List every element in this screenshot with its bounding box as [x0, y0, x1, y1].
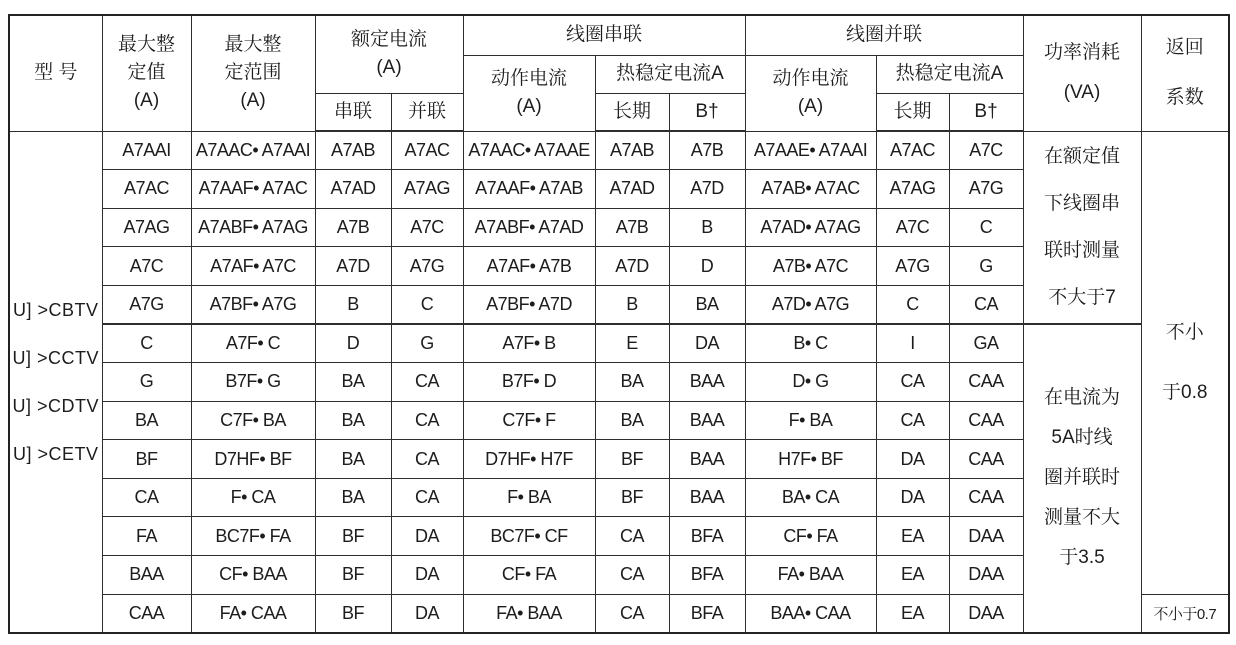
note-line: U] >CETV	[12, 443, 99, 464]
data-cell: F• BA	[745, 401, 876, 440]
data-cell: A7G	[102, 285, 191, 324]
data-cell: BF	[315, 556, 391, 595]
table-row	[9, 324, 1229, 363]
data-cell: A7AB	[315, 131, 391, 170]
data-cell: BAA	[669, 440, 745, 479]
data-cell: CA	[949, 285, 1023, 324]
data-cell: EA	[876, 556, 949, 595]
data-cell: I	[876, 324, 949, 363]
data-cell: FA• BAA	[745, 556, 876, 595]
data-cell: A7BF• A7G	[191, 285, 315, 324]
data-cell: BAA• CAA	[745, 594, 876, 633]
data-cell: DA	[876, 478, 949, 517]
header-coil-parallel: 线圈并联	[745, 15, 1023, 55]
data-cell: GA	[949, 324, 1023, 363]
data-cell: A7AAC• A7AAE	[463, 131, 595, 170]
data-cell: BF	[102, 440, 191, 479]
data-cell: C7F• BA	[191, 401, 315, 440]
header-model: 型 号	[9, 15, 102, 131]
data-cell: BFA	[669, 594, 745, 633]
data-cell: A7B	[315, 208, 391, 247]
data-cell: CA	[595, 556, 669, 595]
data-cell: A7C	[876, 208, 949, 247]
data-cell: A7D	[595, 247, 669, 286]
data-cell: FA• BAA	[463, 594, 595, 633]
data-cell: F• BA	[463, 478, 595, 517]
data-cell: FA	[102, 517, 191, 556]
data-cell: BA	[595, 363, 669, 402]
data-cell: A7D• A7G	[745, 285, 876, 324]
data-cell: A7C	[102, 247, 191, 286]
data-cell: DA	[391, 517, 463, 556]
data-cell: A7BF• A7D	[463, 285, 595, 324]
data-cell: CAA	[102, 594, 191, 633]
data-cell: A7AD	[595, 170, 669, 209]
data-cell: A7AG	[876, 170, 949, 209]
data-cell: DAA	[949, 517, 1023, 556]
data-cell: CA	[595, 594, 669, 633]
header-coil-series: 线圈串联	[463, 15, 745, 55]
data-cell: A7AG	[391, 170, 463, 209]
header-power: 功率消耗 (VA)	[1023, 15, 1141, 131]
data-cell: D	[315, 324, 391, 363]
data-cell: EA	[876, 594, 949, 633]
header-series-bt: B†	[669, 93, 745, 131]
header-series-operate-current: 动作电流 (A)	[463, 55, 595, 131]
note-line: 于3.5	[1059, 547, 1105, 569]
data-cell: BF	[315, 517, 391, 556]
note-line: 测量不大	[1044, 507, 1121, 529]
data-cell: CA	[876, 363, 949, 402]
data-cell: A7C	[949, 131, 1023, 170]
data-cell: B	[669, 208, 745, 247]
data-cell: C7F• F	[463, 401, 595, 440]
data-cell: BFA	[669, 517, 745, 556]
data-cell: F• CA	[191, 478, 315, 517]
data-cell: A7AD	[315, 170, 391, 209]
data-cell: A7F• C	[191, 324, 315, 363]
data-cell: A7AD• A7AG	[745, 208, 876, 247]
data-cell: BF	[595, 440, 669, 479]
table-header	[9, 15, 1229, 131]
data-cell: BA	[315, 478, 391, 517]
data-cell: A7ABF• A7AD	[463, 208, 595, 247]
header-rated-current: 额定电流 (A)	[315, 15, 463, 93]
data-cell: CF• FA	[463, 556, 595, 595]
data-cell: CA	[595, 517, 669, 556]
data-cell: DAA	[949, 594, 1023, 633]
data-cell: A7AC	[876, 131, 949, 170]
header-series-long-term: 长期	[595, 93, 669, 131]
data-cell: B7F• G	[191, 363, 315, 402]
data-cell: A7AAF• A7AB	[463, 170, 595, 209]
data-cell: A7AAC• A7AAI	[191, 131, 315, 170]
header-parallel-bt: B†	[949, 93, 1023, 131]
data-cell: A7AAI	[102, 131, 191, 170]
data-cell: A7AF• A7B	[463, 247, 595, 286]
data-cell: A7AB	[595, 131, 669, 170]
data-cell: BAA	[669, 478, 745, 517]
data-cell: BA	[102, 401, 191, 440]
data-cell: CF• FA	[745, 517, 876, 556]
data-cell: CA	[391, 478, 463, 517]
data-cell: CA	[391, 363, 463, 402]
data-cell: CAA	[949, 478, 1023, 517]
data-cell: A7G	[876, 247, 949, 286]
data-cell: DA	[391, 556, 463, 595]
data-cell: G	[949, 247, 1023, 286]
data-cell: BC7F• CF	[463, 517, 595, 556]
data-cell: BA	[595, 401, 669, 440]
note-line: 于0.8	[1162, 381, 1208, 403]
data-cell: A7AC	[391, 131, 463, 170]
data-cell: A7D	[669, 170, 745, 209]
data-cell: G	[102, 363, 191, 402]
data-cell: EA	[876, 517, 949, 556]
data-cell: BC7F• FA	[191, 517, 315, 556]
data-cell: A7AAF• A7AC	[191, 170, 315, 209]
data-cell: H7F• BF	[745, 440, 876, 479]
data-cell: A7G	[949, 170, 1023, 209]
data-cell: CA	[391, 401, 463, 440]
data-cell: A7AG	[102, 208, 191, 247]
data-cell: CAA	[949, 401, 1023, 440]
note-line: 5A时线	[1051, 427, 1113, 449]
spec-table-body	[9, 131, 1229, 633]
header-series-thermal-current: 热稳定电流A	[595, 55, 745, 93]
data-cell: CAA	[949, 440, 1023, 479]
data-cell: C	[102, 324, 191, 363]
data-cell: BA	[315, 401, 391, 440]
data-cell: FA• CAA	[191, 594, 315, 633]
data-cell: B	[595, 285, 669, 324]
note-line: 不大于7	[1048, 287, 1116, 309]
data-cell: BA• CA	[745, 478, 876, 517]
return-coeff-last: 不小于0.7	[1141, 594, 1229, 633]
header-max-range: 最大整 定范围 (A)	[191, 15, 315, 131]
note-line: U] >CDTV	[12, 395, 99, 416]
note-line: 下线圈串	[1044, 193, 1121, 215]
return-coeff-main	[1141, 131, 1229, 594]
data-cell: A7C	[391, 208, 463, 247]
power-note-parallel	[1023, 324, 1141, 633]
data-cell: D• G	[745, 363, 876, 402]
header-parallel-thermal-current: 热稳定电流A	[876, 55, 1023, 93]
data-cell: B• C	[745, 324, 876, 363]
data-cell: A7AF• A7C	[191, 247, 315, 286]
data-cell: BA	[315, 363, 391, 402]
data-cell: A7F• B	[463, 324, 595, 363]
data-cell: C	[391, 285, 463, 324]
data-cell: B7F• D	[463, 363, 595, 402]
header-series: 串联	[315, 93, 391, 131]
data-cell: A7AC	[102, 170, 191, 209]
data-cell: E	[595, 324, 669, 363]
data-cell: BF	[595, 478, 669, 517]
header-parallel: 并联	[391, 93, 463, 131]
model-cell	[9, 131, 102, 633]
data-cell: CAA	[949, 363, 1023, 402]
data-cell: D7HF• H7F	[463, 440, 595, 479]
power-note-series	[1023, 131, 1141, 324]
data-cell: A7B	[595, 208, 669, 247]
spec-table	[8, 14, 1230, 634]
data-cell: G	[391, 324, 463, 363]
data-cell: BFA	[669, 556, 745, 595]
header-max-setting: 最大整 定值 (A)	[102, 15, 191, 131]
data-cell: D7HF• BF	[191, 440, 315, 479]
data-cell: A7AAE• A7AAI	[745, 131, 876, 170]
data-cell: D	[669, 247, 745, 286]
data-cell: A7B	[669, 131, 745, 170]
data-cell: B	[315, 285, 391, 324]
data-cell: CF• BAA	[191, 556, 315, 595]
data-cell: A7B• A7C	[745, 247, 876, 286]
data-cell: C	[949, 208, 1023, 247]
data-cell: BF	[315, 594, 391, 633]
data-cell: CA	[391, 440, 463, 479]
note-line: U] >CBTV	[12, 299, 99, 320]
data-cell: BA	[669, 285, 745, 324]
data-cell: CA	[102, 478, 191, 517]
data-cell: BA	[315, 440, 391, 479]
header-return-coeff: 返回 系数	[1141, 15, 1229, 131]
note-line: 在电流为	[1044, 387, 1121, 409]
data-cell: BAA	[102, 556, 191, 595]
note-line: U] >CCTV	[12, 347, 99, 368]
note-line: 在额定值	[1044, 146, 1121, 168]
table-row	[9, 131, 1229, 170]
data-cell: CA	[876, 401, 949, 440]
data-cell: DA	[391, 594, 463, 633]
data-cell: A7D	[315, 247, 391, 286]
data-cell: A7AB• A7AC	[745, 170, 876, 209]
data-cell: DA	[876, 440, 949, 479]
data-cell: A7ABF• A7AG	[191, 208, 315, 247]
header-parallel-operate-current: 动作电流 (A)	[745, 55, 876, 131]
data-cell: BAA	[669, 401, 745, 440]
header-parallel-long-term: 长期	[876, 93, 949, 131]
note-line: 不小	[1165, 321, 1204, 343]
note-line: 联时测量	[1044, 240, 1121, 262]
data-cell: A7G	[391, 247, 463, 286]
data-cell: C	[876, 285, 949, 324]
note-line: 圈并联时	[1044, 467, 1121, 489]
data-cell: DAA	[949, 556, 1023, 595]
data-cell: DA	[669, 324, 745, 363]
data-cell: BAA	[669, 363, 745, 402]
